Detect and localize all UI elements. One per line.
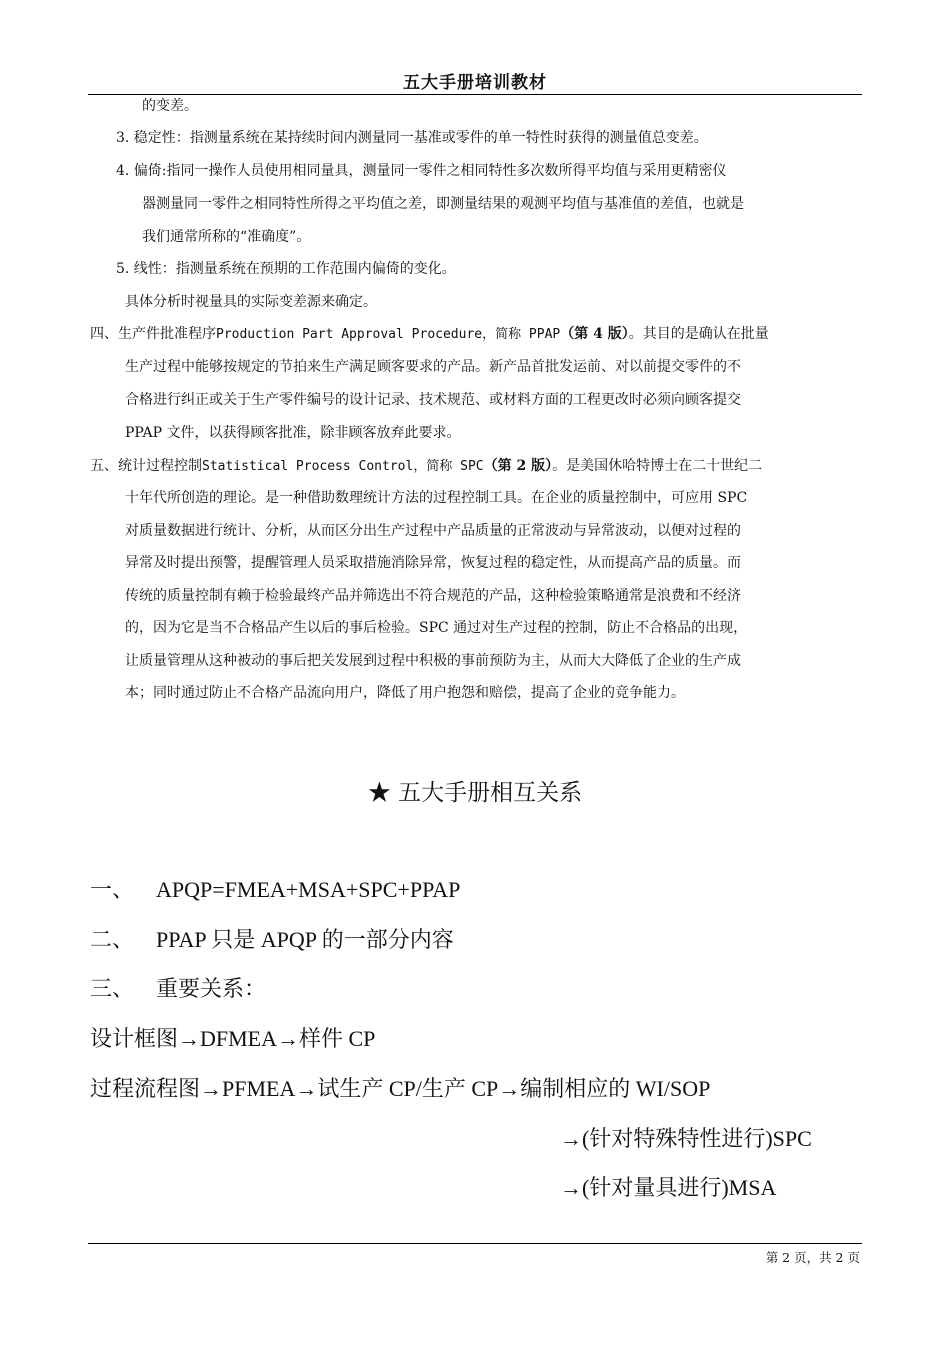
section-spc-label: 五、统计过程控制 <box>90 458 202 474</box>
relation-item-text: 重要关系： <box>156 976 267 1001</box>
text-line: 的，因为它是当不合格品产生以后的事后检验。SPC 通过对生产过程的控制，防止不合格品的出现， <box>125 620 748 636</box>
text-line: 器测量同一零件之相同特性所得之平均值之差，即测量结果的观测平均值与基准值的差值，也就是 <box>142 196 744 212</box>
text-line: 具体分析时视量具的实际变差源来确定。 <box>125 294 377 310</box>
header-divider <box>88 94 862 95</box>
section-ppap-edition: （第 4 版） <box>560 326 629 342</box>
text-line: 异常及时提出预警，提醒管理人员采取措施消除异常，恢复过程的稳定性，从而提高产品的质量。而 <box>125 555 741 571</box>
relation-item-text: APQP=FMEA+MSA+SPC+PPAP <box>156 877 461 902</box>
section-spc-edition: （第 2 版） <box>483 458 553 474</box>
section-spc-line <box>90 456 762 477</box>
text-line: 4. 偏倚:指同一操作人员使用相同量具，测量同一零件之相同特性多次数所得平均值与采用更精密仪 <box>116 163 727 179</box>
text-line: 本；同时通过防止不合格产品流向用户，降低了用户抱怨和赔偿，提高了企业的竞争能力。 <box>125 685 685 701</box>
msa-flow-line: →(针对量具进行)MSA <box>560 1175 777 1200</box>
section-ppap-desc: 。其目的是确认在批量 <box>628 326 769 342</box>
text-line: 的变差。 <box>142 98 198 114</box>
text-line: 传统的质量控制有赖于检验最终产品并筛选出不符合规范的产品，这种检验策略通常是浪费和不经济 <box>125 588 741 604</box>
section-ppap-label: 四、生产件批准程序 <box>90 326 216 342</box>
relation-item-text: PPAP 只是 APQP 的一部分内容 <box>156 927 454 952</box>
page-number: 第 2 页，共 2 页 <box>765 1250 860 1265</box>
text-line: 合格进行纠正或关于生产零件编号的设计记录、技术规范、或材料方面的工程更改时必须向顾客提交 <box>125 392 741 408</box>
relation-item-3 <box>90 974 266 1004</box>
section-spc-desc: 。是美国休哈特博士在二十世纪二 <box>552 458 763 474</box>
text-line: PPAP 文件，以获得顾客批准，除非顾客放弃此要求。 <box>125 425 461 441</box>
relations-heading: ★ 五大手册相互关系 <box>367 780 583 806</box>
section-ppap-line <box>90 324 769 345</box>
process-flow-line: 过程流程图→PFMEA→试生产 CP/生产 CP→编制相应的 WI/SOP <box>90 1076 711 1101</box>
relation-item-1 <box>90 875 460 905</box>
document-header-title: 五大手册培训教材 <box>403 73 547 93</box>
text-line: 5. 线性：指测量系统在预期的工作范围内偏倚的变化。 <box>116 261 456 277</box>
design-flow-line: 设计框图→DFMEA→样件 CP <box>90 1026 376 1051</box>
text-line: 对质量数据进行统计、分析，从而区分出生产过程中产品质量的正常波动与异常波动，以便对过程的 <box>125 523 741 539</box>
spc-flow-line: →(针对特殊特性进行)SPC <box>560 1126 812 1151</box>
text-line: 让质量管理从这种被动的事后把关发展到过程中积极的事前预防为主，从而大大降低了企业的生产成 <box>125 653 741 669</box>
footer-divider <box>88 1243 862 1244</box>
text-line: 生产过程中能够按规定的节拍来生产满足顾客要求的产品。新产品首批发运前、对以前提交零件的不 <box>125 359 741 375</box>
relation-item-number: 一、 <box>90 877 135 902</box>
text-line: 3. 稳定性：指测量系统在某持续时间内测量同一基准或零件的单一特性时获得的测量值总变差。 <box>116 130 708 146</box>
text-line: 我们通常所称的“准确度”。 <box>142 229 311 245</box>
text-line: 十年代所创造的理论。是一种借助数理统计方法的过程控制工具。在企业的质量控制中，可应用 SPC <box>125 490 748 506</box>
section-ppap-english: Production Part Approval Procedure，简称 PPAP <box>216 327 561 342</box>
relation-item-number: 二、 <box>90 927 135 952</box>
relation-item-2 <box>90 925 454 955</box>
section-spc-english: Statistical Process Control，简称 SPC <box>202 459 484 474</box>
relation-item-number: 三、 <box>90 976 135 1001</box>
